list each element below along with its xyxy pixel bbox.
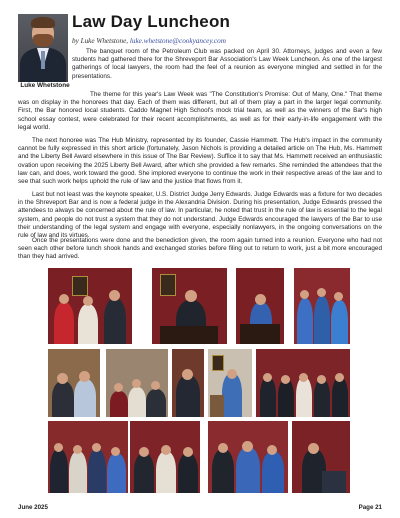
byline-author: by Luke Whetstone, <box>72 37 130 45</box>
footer-date: June 2025 <box>18 504 48 511</box>
article-title: Law Day Luncheon <box>72 12 231 31</box>
event-photo <box>130 421 200 493</box>
footer-page-number: Page 21 <box>358 504 382 511</box>
paragraph-5: Once the presentations were done and the benediction given, the room again turned into a reunion. Everyone who had not seen each other before lunch shook hands and exchanged stories before filing out to return to work, just a bit more encouraged than they had arrived. <box>18 237 382 261</box>
event-photo <box>292 421 350 493</box>
author-email-link[interactable]: luke.whetstone@cookyancey.com <box>129 37 226 45</box>
event-photo <box>48 421 128 493</box>
paragraph-2: The theme for this year's Law Week was "The Constitution's Promise: Out of Many, One." That theme was on display in the honorees that day. Each of them was different, but all of them play a part in the larger legal community. First, the Bar honored local students. Caddo Magnet High School's mock trial team, as well as the winners of the Bar's high school essay contest, were celebrated for their recent accomplishments, as well as for their early-in-life engagement with the legal world. <box>18 91 382 131</box>
headshot-caption: Luke Whetstone <box>20 82 70 89</box>
event-photo <box>48 268 132 344</box>
author-headshot <box>18 14 68 82</box>
event-photo <box>152 268 227 344</box>
event-photo <box>106 349 168 417</box>
event-photo <box>256 349 350 417</box>
paragraph-4: Last but not least was the keynote speaker, U.S. District Judge Jerry Edwards. Judge Edwards was a fixture for two decades in the Shreveport Bar and is now a federal judge in the Alexandria Division. During his presentation, Judge Edwards pressed the attendees to always be concerned about the rule of law. In particular, he noted that trust in the rule of law is essential to the legal system, and people do not trust a system that they do not understand. Judge Edwards encouraged the lawyers of the Bar to use their understanding of the legal system and engage with everyone, especially nonlawyers, in the ongoing conversations on the rule of law and its virtues. <box>18 191 382 240</box>
event-photo <box>236 268 284 344</box>
byline <box>72 37 226 45</box>
event-photo <box>208 421 288 493</box>
event-photo <box>172 349 204 417</box>
event-photo <box>208 349 252 417</box>
event-photo <box>48 349 100 417</box>
paragraph-1: The banquet room of the Petroleum Club was packed on April 30. Attorneys, judges and even a few students had gathered there for the Shreveport Bar Association's Law Week Luncheon. As one of the largest gatherings of local lawyers, the room had the feel of a reunion as everyone mingled and settled in for the presentations. <box>72 48 382 80</box>
event-photo <box>294 268 350 344</box>
paragraph-3: The next honoree was The Hub Ministry, represented by its founder, Cassie Hammett. The Hub's impact in the community cannot be fully expressed in this short article (fortunately, Jason Nichols is providing a detailed article on The Hub, Ms. Hammett and the Liberty Bell Award elsewhere in this issue of The Bar Review). Suffice it to say that Ms. Hammett received an enthusiastic ovation upon receiving the 2025 Liberty Bell Award, after which she provided a few remarks. She reminded the attendees that the law can, and does, work toward the good. She implored everyone to continue the work in their respective areas of the law and to see that such work helps uphold the rule of law and the justice that flows from it. <box>18 137 382 186</box>
